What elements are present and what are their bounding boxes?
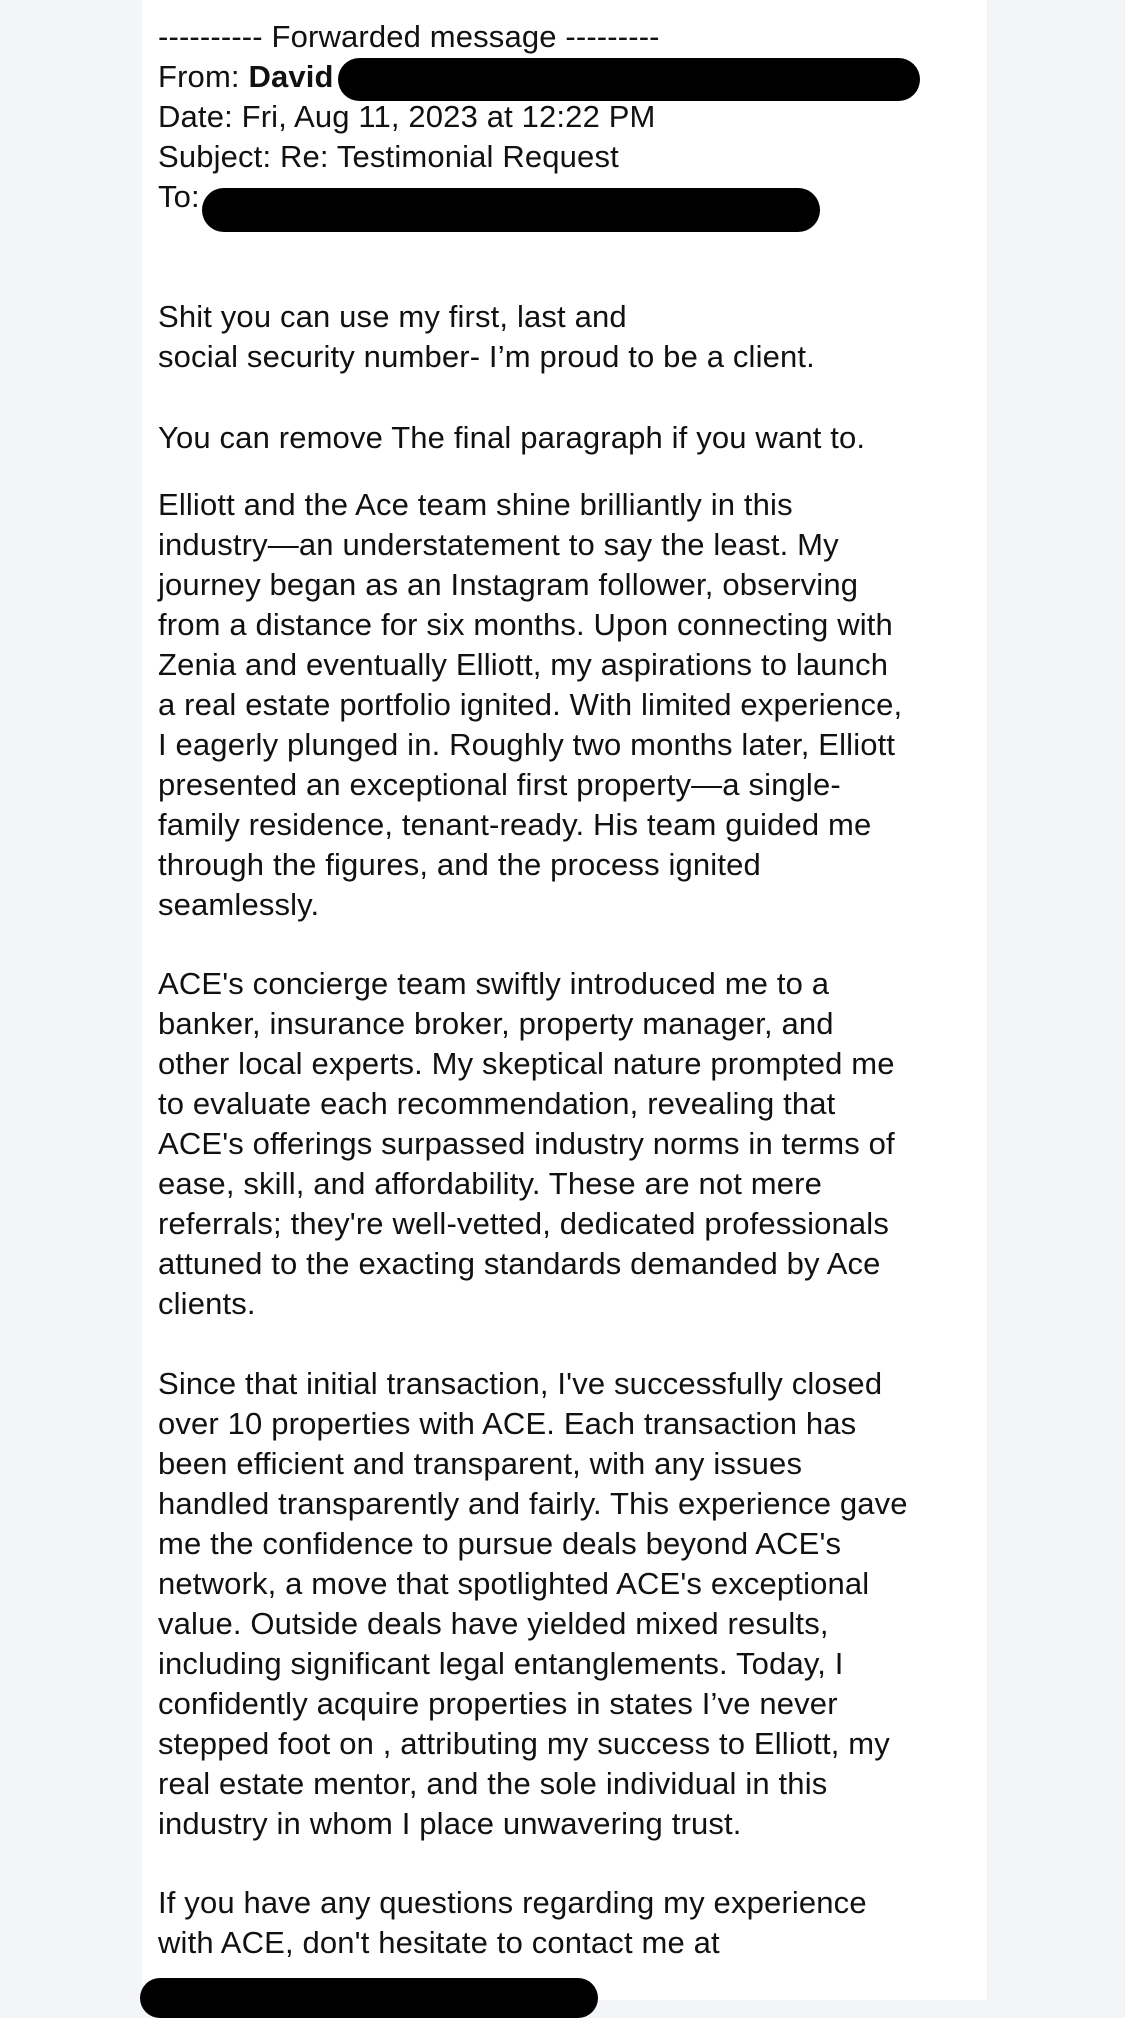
paragraph2-line: other local experts. My skeptical nature prompted me: [158, 1046, 895, 1081]
forwarded-message-label: ---------- Forwarded message ---------: [158, 19, 660, 54]
paragraph1-line: a real estate portfolio ignited. With limited experience,: [158, 687, 903, 722]
intro-line: social security number- I’m proud to be a client.: [158, 339, 815, 374]
paragraph1-line: through the figures, and the process ignited: [158, 847, 761, 882]
remove-note: You can remove The final paragraph if you want to.: [158, 420, 866, 455]
paragraph3-line: me the confidence to pursue deals beyond ACE's: [158, 1526, 842, 1561]
paragraph2-line: ease, skill, and affordability. These are not mere: [158, 1166, 823, 1201]
paragraph3-line: confidently acquire properties in states I’ve never: [158, 1686, 838, 1721]
paragraph1-line: from a distance for six months. Upon connecting with: [158, 607, 893, 642]
paragraph1-line: Elliott and the Ace team shine brilliantly in this: [158, 487, 793, 522]
paragraph3-line: network, a move that spotlighted ACE's exceptional: [158, 1566, 870, 1601]
paragraph2-line: attuned to the exacting standards demanded by Ace: [158, 1246, 881, 1281]
paragraph3-line: handled transparently and fairly. This experience gave: [158, 1486, 908, 1521]
paragraph2-line: banker, insurance broker, property manager, and: [158, 1006, 834, 1041]
paragraph3-line: Since that initial transaction, I've successfully closed: [158, 1366, 883, 1401]
from-name: David: [248, 59, 334, 94]
paragraph1-line: presented an exceptional first property—a single-: [158, 767, 841, 802]
paragraph2-line: referrals; they're well-vetted, dedicated professionals: [158, 1206, 889, 1241]
paragraph2-line: ACE's concierge team swiftly introduced me to a: [158, 966, 830, 1001]
paragraph1-line: journey began as an Instagram follower, observing: [158, 567, 859, 602]
paragraph3-line: been efficient and transparent, with any issues: [158, 1446, 803, 1481]
closing-line: with ACE, don't hesitate to contact me at: [158, 1925, 720, 1960]
paragraph3-line: value. Outside deals have yielded mixed results,: [158, 1606, 829, 1641]
to-redaction: [202, 188, 820, 232]
paragraph3-line: industry in whom I place unwavering trust.: [158, 1806, 742, 1841]
from-redaction: [338, 58, 920, 101]
paragraph2-line: ACE's offerings surpassed industry norms in terms of: [158, 1126, 895, 1161]
paragraph3-line: including significant legal entanglements. Today, I: [158, 1646, 844, 1681]
paragraph3-line: over 10 properties with ACE. Each transaction has: [158, 1406, 857, 1441]
paragraph1-line: Zenia and eventually Elliott, my aspirations to launch: [158, 647, 889, 682]
from-label: From:: [158, 59, 240, 94]
to-label: To:: [158, 179, 200, 214]
paragraph3-line: real estate mentor, and the sole individual in this: [158, 1766, 828, 1801]
paragraph3-line: stepped foot on , attributing my success to Elliott, my: [158, 1726, 890, 1761]
intro-line: Shit you can use my first, last and: [158, 299, 627, 334]
paragraph1-line: I eagerly plunged in. Roughly two months later, Elliott: [158, 727, 896, 762]
contact-redaction: [140, 1978, 598, 2018]
paragraph2-line: clients.: [158, 1286, 256, 1321]
subject-line: Subject: Re: Testimonial Request: [158, 139, 619, 174]
closing-line: If you have any questions regarding my experience: [158, 1885, 867, 1920]
paragraph2-line: to evaluate each recommendation, revealing that: [158, 1086, 836, 1121]
paragraph1-line: seamlessly.: [158, 887, 320, 922]
date-line: Date: Fri, Aug 11, 2023 at 12:22 PM: [158, 99, 656, 134]
paragraph1-line: family residence, tenant-ready. His team guided me: [158, 807, 872, 842]
from-line: [158, 57, 334, 97]
paragraph1-line: industry—an understatement to say the least. My: [158, 527, 839, 562]
